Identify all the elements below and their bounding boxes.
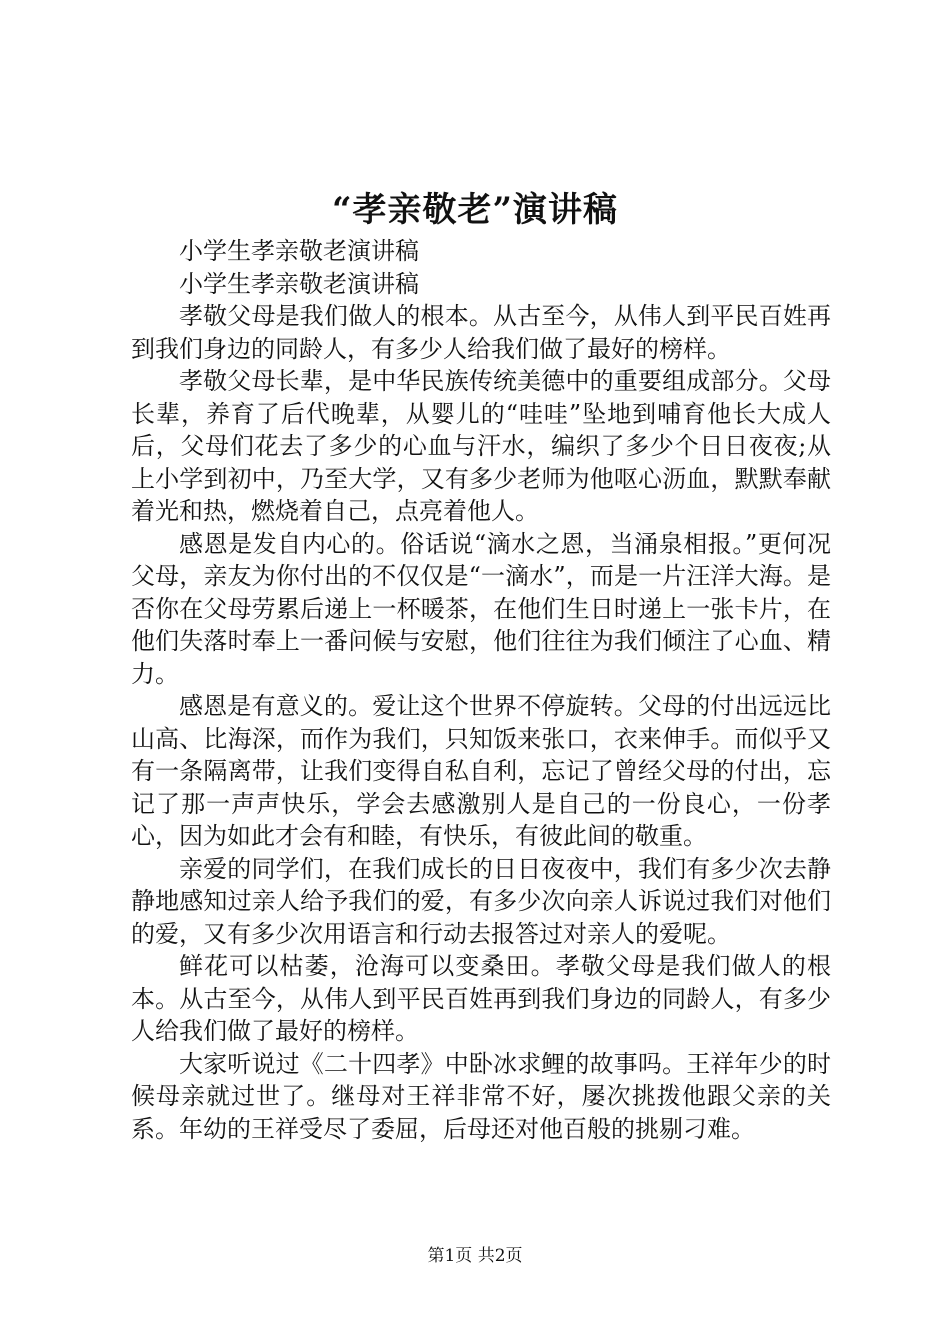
paragraph: 鲜花可以枯萎，沧海可以变桑田。孝敬父母是我们做人的根本。从古至今，从伟人到平民百姓再到我们身边的同龄人，有多少人给我们做了最好的榜样。 [131,952,831,1045]
document-body [131,235,831,1145]
paragraph: 感恩是发自内心的。俗话说“滴水之恩，当涌泉相报。”更何况父母，亲友为你付出的不仅仅是“一滴水”，而是一片汪洋大海。是否你在父母劳累后递上一杯暖茶，在他们生日时递上一张卡片，在他们失落时奉上一番问候与安慰，他们往往为我们倾注了心血、精力。 [131,529,831,688]
paragraph-subtitle-2: 小学生孝亲敬老演讲稿 [179,269,419,298]
document-title: “孝亲敬老”演讲稿 [331,190,619,230]
paragraph: 孝敬父母长辈，是中华民族传统美德中的重要组成部分。父母长辈，养育了后代晚辈，从婴儿的“哇哇”坠地到哺育他长大成人后，父母们花去了多少的心血与汗水，编织了多少个日日夜夜;从上小学到初中，乃至大学，又有多少老师为他呕心沥血，默默奉献着光和热，燃烧着自己，点亮着他人。 [131,367,831,525]
paragraph-subtitle-1: 小学生孝亲敬老演讲稿 [179,237,419,265]
paragraph: 亲爱的同学们，在我们成长的日日夜夜中，我们有多少次去静静地感知过亲人给予我们的爱，有多少次向亲人诉说过我们对他们的爱，又有多少次用语言和行动去报答过对亲人的爱呢。 [131,854,831,948]
paragraph: 大家听说过《二十四孝》中卧冰求鲤的故事吗。王祥年少的时候母亲就过世了。继母对王祥非常不好，屡次挑拨他跟父亲的关系。年幼的王祥受尽了委屈，后母还对他百般的挑剔刁难。 [131,1049,831,1143]
paragraph: 感恩是有意义的。爱让这个世界不停旋转。父母的付出远远比山高、比海深，而作为我们，只知饭来张口，衣来伸手。而似乎又有一条隔离带，让我们变得自私自利，忘记了曾经父母的付出，忘记了那一声声快乐，学会去感激别人是自己的一份良心，一份孝心，因为如此才会有和睦，有快乐，有彼此间的敬重。 [131,692,831,850]
page-footer: 第1页 共2页 [427,1246,523,1266]
paragraph: 孝敬父母是我们做人的根本。从古至今，从伟人到平民百姓再到我们身边的同龄人，有多少人给我们做了最好的榜样。 [131,302,831,363]
